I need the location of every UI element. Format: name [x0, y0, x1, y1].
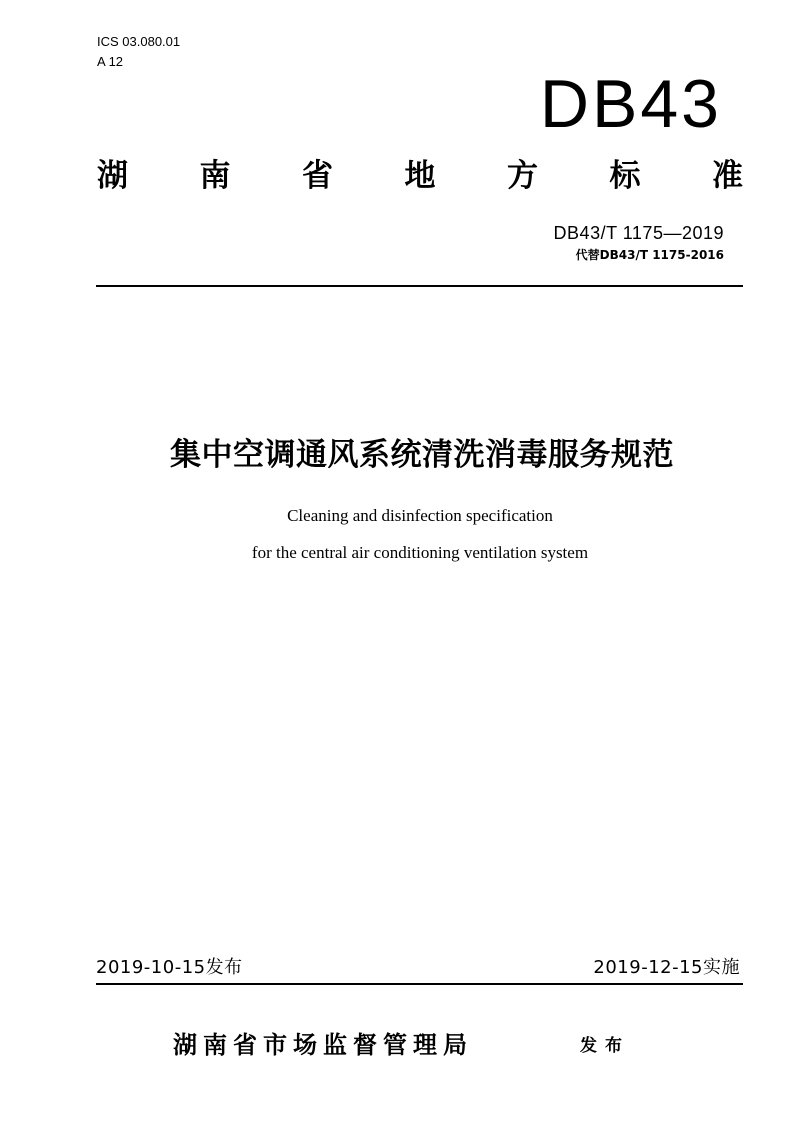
publish-label: 发布: [580, 1036, 630, 1056]
standard-type-char: 省: [302, 157, 333, 194]
standard-type-heading: [97, 152, 743, 192]
document-title-english-line1: Cleaning and disinfection specification: [287, 506, 553, 525]
bottom-divider: [96, 983, 743, 985]
top-divider: [96, 285, 743, 287]
standard-type-char: 地: [404, 157, 436, 194]
document-title-english-line2: for the central air conditioning ventilation system: [251, 543, 589, 562]
standard-number: DB43/T 1175—2019: [553, 223, 724, 243]
issuing-authority: 湖南省市场监督管理局: [173, 1031, 473, 1059]
db-code: DB43: [539, 66, 722, 142]
replaces-standard: 代替DB43/T 1175-2016: [575, 248, 724, 262]
standard-type-char: 标: [609, 157, 641, 194]
issue-date: 2019-10-15发布: [96, 957, 243, 978]
classification-code: A 12: [97, 54, 124, 69]
standard-type-char: 方: [507, 157, 538, 194]
standard-type-char: 湖: [97, 157, 128, 194]
standard-type-char: 南: [199, 157, 231, 194]
standard-type-char: 准: [712, 157, 743, 194]
ics-code: ICS 03.080.01: [97, 34, 181, 49]
implementation-date: 2019-12-15实施: [593, 957, 740, 978]
document-title-chinese: 集中空调通风系统清洗消毒服务规范: [170, 437, 674, 473]
